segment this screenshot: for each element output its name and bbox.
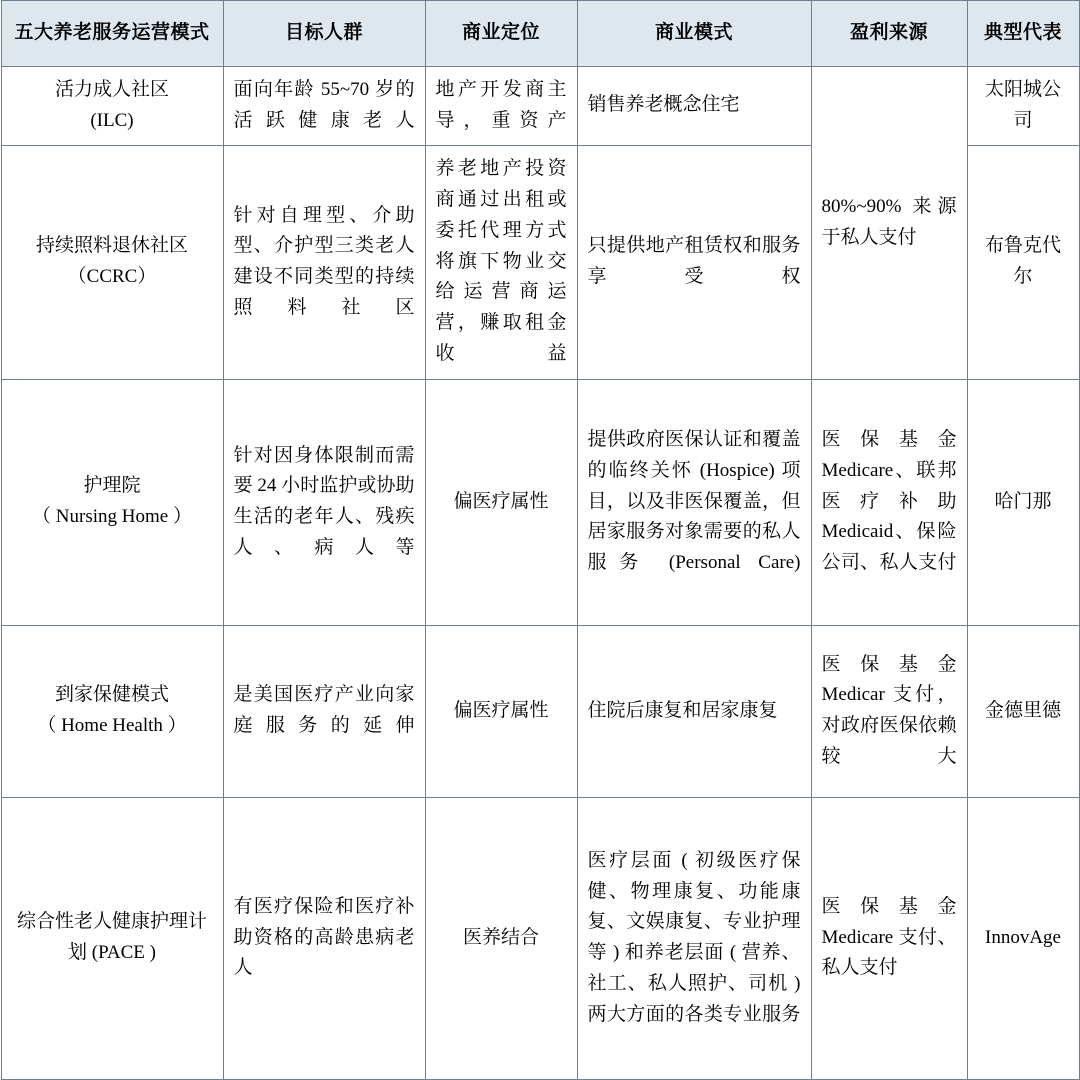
column-header-business-model: 商业模式 (577, 1, 811, 67)
business-model-text: 医疗层面 ( 初级医疗保健、物理康复、功能康复、文娱康复、专业护理等 ) 和养老层面 ( 营养、社工、私人照护、司机 ) 两大方面的各类专业服务 (587, 849, 801, 1025)
business-position-text: 偏医疗属性 (453, 699, 549, 721)
cell-profit-source (811, 625, 967, 797)
mode-name-text: 持续照料退休社区（CCRC） (35, 235, 188, 288)
cell-mode-name (1, 379, 223, 625)
cell-representative (967, 145, 1079, 379)
representative-text: 太阳城公司 (984, 79, 1061, 131)
cell-business-position (425, 797, 577, 1079)
representative-text: 布鲁克代尔 (984, 235, 1061, 288)
cell-target-group (223, 67, 425, 146)
column-header-target-group: 目标人群 (223, 1, 425, 67)
profit-source-text: 80%~90% 来源于私人支付 (821, 196, 957, 248)
business-position-text: 医养结合 (462, 926, 539, 948)
target-group-text: 有医疗保险和医疗补助资格的高龄患病老人 (233, 895, 415, 979)
business-model-text: 提供政府医保认证和覆盖的临终关怀 (Hospice) 项目，以及非医保覆盖，但居家服务对象需要的私人服务 (Personal Care) (587, 429, 801, 574)
cell-target-group (223, 797, 425, 1079)
target-group-text: 是美国医疗产业向家庭服务的延伸 (233, 684, 415, 737)
cell-business-position (425, 67, 577, 146)
table-header-row (1, 1, 1079, 67)
target-group-text: 面向年龄 55~70 岁的活跃健康老人 (233, 79, 415, 131)
mode-name-text: 活力成人社区 (ILC) (54, 79, 169, 131)
elderly-care-models-table (1, 0, 1080, 1080)
column-header-representative: 典型代表 (967, 1, 1079, 67)
table-row (1, 67, 1079, 146)
mode-name-text: 综合性老人健康护理计划 (PACE ) (16, 911, 207, 964)
cell-profit-source (811, 797, 967, 1079)
profit-source-text: 医保基金 Medicar 支付，对政府医保依赖较大 (821, 653, 957, 767)
representative-text: 金德里德 (984, 699, 1061, 721)
business-model-text: 住院后康复和居家康复 (587, 699, 778, 721)
table-header (1, 1, 1079, 67)
representative-text: InnovAge (985, 926, 1061, 948)
cell-mode-name (1, 797, 223, 1079)
cell-profit-source (811, 379, 967, 625)
representative-text: 哈门那 (994, 490, 1052, 512)
cell-target-group (223, 145, 425, 379)
target-group-text: 针对自理型、介助型、介护型三类老人建设不同类型的持续照料社区 (233, 204, 415, 318)
cell-business-position (425, 379, 577, 625)
cell-target-group (223, 625, 425, 797)
mode-name-text: 到家保健模式 （ Home Health ） (37, 684, 187, 737)
cell-profit-source-merged (811, 67, 967, 380)
table-body (1, 67, 1079, 1080)
business-model-text: 只提供地产租赁权和服务享受权 (587, 235, 801, 288)
cell-mode-name (1, 67, 223, 146)
cell-representative (967, 379, 1079, 625)
cell-business-position (425, 145, 577, 379)
cell-representative (967, 797, 1079, 1079)
target-group-text: 针对因身体限制而需要 24 小时监护或协助生活的老年人、残疾人、病人等 (233, 444, 415, 558)
cell-business-model (577, 625, 811, 797)
business-position-text: 偏医疗属性 (453, 490, 549, 512)
cell-mode-name (1, 145, 223, 379)
column-header-mode: 五大养老服务运营模式 (1, 1, 223, 67)
table-row (1, 797, 1079, 1079)
column-header-business-position: 商业定位 (425, 1, 577, 67)
cell-business-model (577, 145, 811, 379)
cell-mode-name (1, 625, 223, 797)
cell-representative (967, 67, 1079, 146)
cell-representative (967, 625, 1079, 797)
profit-source-text: 医保基金 Medicare 支付、私人支付 (821, 895, 957, 979)
profit-source-text: 医保基金 Medicare、联邦医疗补助 Medicaid、保险公司、私人支付 (821, 429, 957, 574)
mode-name-text: 护理院 （ Nursing Home ） (32, 475, 192, 528)
cell-target-group (223, 379, 425, 625)
business-model-text: 销售养老概念住宅 (587, 94, 740, 116)
cell-business-model (577, 797, 811, 1079)
business-position-text: 养老地产投资商通过出租或委托代理方式将旗下物业交给运营商运营，赚取租金收益 (435, 158, 567, 364)
cell-business-model (577, 67, 811, 146)
business-position-text: 地产开发商主导，重资产 (435, 79, 567, 131)
column-header-profit-source: 盈利来源 (811, 1, 967, 67)
cell-business-position (425, 625, 577, 797)
table-row (1, 379, 1079, 625)
cell-business-model (577, 379, 811, 625)
table-row (1, 625, 1079, 797)
